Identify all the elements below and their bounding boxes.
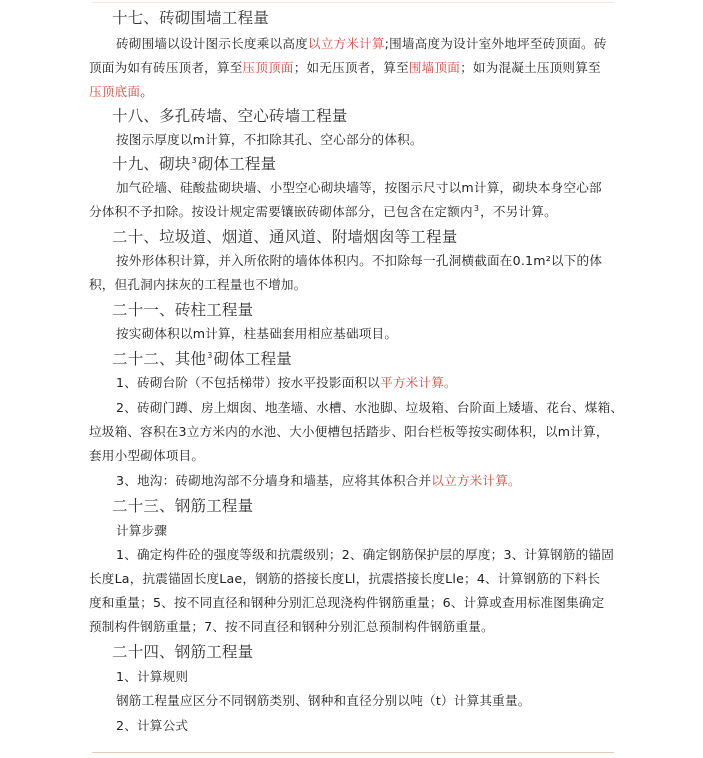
text-run: 3、地沟：砖砌地沟部不分墙身和墙基，应将其体积合并 (116, 473, 432, 488)
text-run: 顶面为如有砖压顶者，算至 (89, 60, 243, 75)
paragraph-line (116, 253, 602, 269)
paragraph-line (89, 60, 601, 76)
text-run: 1、砖砌台阶（不包括梯带）按水平投影面积以 (116, 375, 381, 390)
text-run: 十七、砖砌围墙工程量 (112, 9, 270, 27)
text-run: 砌体工程量 (213, 350, 293, 368)
paragraph-line (89, 619, 494, 635)
paragraph-line (116, 375, 457, 391)
text-run: 二十三、钢筋工程量 (112, 497, 254, 515)
text-run: 。 (140, 84, 153, 99)
text-run: 2、砖砌门蹲、房上烟囱、地垄墙、水槽、水池脚、垃圾箱、台阶面上矮墙、花台、煤箱、 (116, 400, 624, 415)
paragraph-line (89, 571, 600, 587)
highlighted-text: 压顶顶面 (242, 60, 294, 75)
paragraph-line (116, 132, 423, 148)
paragraph-line (116, 326, 397, 342)
text-run: 度和重量；5、按不同直径和钢种分别汇总现浇构件钢筋重量；6、计算或查用标准图集确定 (89, 595, 605, 610)
superscript-mark: 3 (473, 203, 480, 213)
section-heading (112, 642, 253, 662)
section-heading (112, 227, 457, 247)
section-heading (112, 154, 276, 174)
paragraph-line (89, 204, 557, 220)
paragraph-line (89, 448, 204, 464)
section-heading (112, 496, 253, 516)
text-run: ;围墙高度为设计室外地坪至砖顶面。砖 (384, 36, 607, 51)
text-run: 十八、多孔砖墙、空心砖墙工程量 (112, 107, 348, 125)
text-run: 按外形体积计算，并入所依附的墙体体积内。不扣除每一孔洞横截面在0.1m²以下的体 (116, 253, 603, 268)
paragraph-line (116, 693, 531, 709)
section-heading (112, 8, 269, 28)
paragraph-line (89, 424, 609, 440)
text-run: ；如为混凝土压顶则算至 (460, 60, 601, 75)
paragraph-line (116, 400, 623, 416)
paragraph-line (116, 669, 188, 685)
text-run: ；如无压顶者，算至 (293, 60, 409, 75)
paragraph-line (116, 36, 607, 52)
section-heading (112, 349, 292, 369)
text-run: 1、计算规则 (116, 669, 189, 684)
text-run: 砌体工程量 (197, 155, 277, 173)
text-run: 二十四、钢筋工程量 (112, 643, 254, 661)
text-run: 按图示厚度以m计算，不扣除其孔、空心部分的体积。 (116, 132, 423, 147)
text-run: 积，但孔洞内抹灰的工程量也不增加。 (89, 277, 307, 292)
text-run: 加气砼墙、硅酸盐砌块墙、小型空心砌块墙等，按图示尺寸以m计算，砌块本身空心部 (116, 180, 602, 195)
text-run: 砖砌围墙以设计图示长度乘以高度 (116, 36, 308, 51)
text-run: 二十一、砖柱工程量 (112, 301, 254, 319)
section-heading (112, 300, 253, 320)
text-run: ，不另计算。 (480, 204, 557, 219)
text-run: 按实砌体积以m计算，柱基础套用相应基础项目。 (116, 326, 398, 341)
text-run: 十九、砌块 (112, 155, 191, 173)
text-run: 二十、垃圾道、烟道、通风道、附墙烟囱等工程量 (112, 228, 458, 246)
text-run: 预制构件钢筋重量；7、按不同直径和钢种分别汇总预制构件钢筋重量。 (89, 619, 494, 634)
paragraph-line (89, 84, 153, 100)
text-run: 套用小型砌体项目。 (89, 448, 205, 463)
text-run: 2、计算公式 (116, 718, 189, 733)
paragraph-line (116, 547, 614, 563)
top-divider (92, 2, 614, 3)
paragraph-line (116, 473, 521, 489)
highlighted-text: 压顶底面 (89, 84, 141, 99)
highlighted-text: 以立方米计算 (307, 36, 385, 51)
paragraph-line (116, 718, 188, 734)
text-run: 钢筋工程量应区分不同钢筋类别、钢种和直径分别以吨（t）计算其重量。 (116, 693, 531, 708)
paragraph-line (89, 277, 307, 293)
highlighted-text: 平方米计算。 (380, 375, 457, 390)
paragraph-line (116, 180, 602, 196)
text-run: 分体积不予扣除。按设计规定需要镶嵌砖砌体部分，已包含在定额内 (89, 204, 473, 219)
highlighted-text: 围墙顶面 (408, 60, 461, 75)
paragraph-line (116, 523, 167, 539)
paragraph-line (89, 595, 604, 611)
text-run: 计算步骤 (116, 523, 168, 538)
text-run: 长度La，抗震锚固长度Lae，钢筋的搭接长度Ll，抗震搭接长度Lle；4、计算钢筋的下料长 (89, 571, 601, 586)
superscript-mark: 3 (191, 155, 197, 165)
text-run: 二十二、其他 (112, 350, 207, 368)
section-heading (112, 106, 348, 126)
bottom-divider (92, 752, 614, 753)
superscript-mark: 3 (207, 350, 213, 360)
highlighted-text: 以立方米计算。 (431, 473, 521, 488)
text-run: 垃圾箱、容积在3立方米内的水池、大小便槽包括踏步、阳台栏板等按实砌体积，以m计算， (89, 424, 609, 439)
text-run: 1、确定构件砼的强度等级和抗震级别；2、确定钢筋保护层的厚度；3、计算钢筋的锚固 (116, 547, 615, 562)
